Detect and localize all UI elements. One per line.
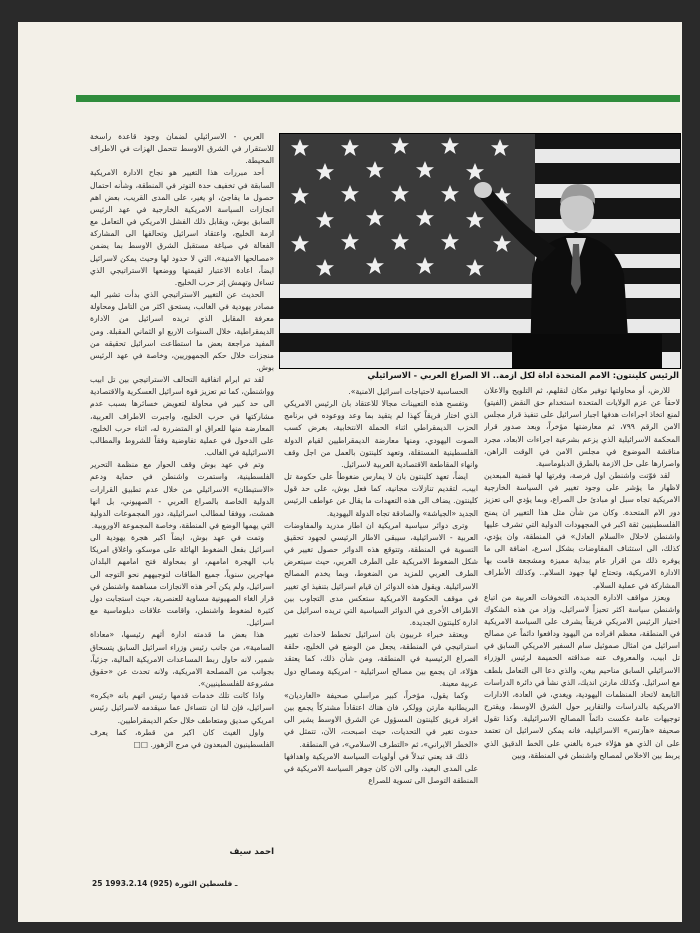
paragraph-last bbox=[90, 727, 274, 751]
paragraph: العربي - الاسرائيلي لضمان وجود قاعدة راسخة للاستقرار في الشرق الاوسط تتحمل الهزات في الاطراف المحيطة. bbox=[90, 132, 274, 166]
paragraph: واذا كانت تلك خدمات قدمها رئيس اتهم بانه «يكره» اسرائيل، فإن لنا ان نتساءل عما سيقدمه لاسرائيل رئيس امريكي صديق ومتعاطف خلال حكم الديمقراطيين. bbox=[90, 691, 274, 725]
paragraph: هذا بعض ما قدمته ادارة أثهم رئيسها، «معاداة السامية»، من جانب رئيس وزراء اسرائيل السابق يتسحاق شمير، لانه حاول ربط المساعدات الامريكية المالية، جزئياً، بجوانب من المصلحة الامريكية، ولانه تحدث عن «حقوق مشروعة للفلسطينيين». bbox=[90, 630, 274, 689]
article-column-right bbox=[484, 385, 680, 907]
article-column-middle bbox=[284, 386, 478, 916]
photo-illustration bbox=[280, 134, 680, 368]
photo-caption: الرئيس كلينتون: الامم المتحدة اداة لكل ازمة.. الا الصراع العربي - الاسرائيلي bbox=[367, 370, 679, 380]
end-mark: □□ bbox=[133, 739, 149, 749]
paragraph: وتم في عهد بوش وقف الحوار مع منظمة التحرير الفلسطينية، واستمرت واشنطن في حماية ودعم «الاستيطان» الاسرائيلي من خلال عدم تطبيق القرارات الدولية الخاصة بالصراع العربي - الصهيوني، بل انها همشت، ووفقا لمطالب اسرائيلية، دور المجموعات الدولية التي يهمها الوضع في المنطقة، وخاصة المجموعة الاوروبية. bbox=[90, 460, 274, 530]
article-column-left bbox=[90, 131, 274, 856]
paragraph: لقد فوّتت واشنطن اول فرصة، وفرتها لها قضية المبعدين لاظهار ما يؤشر على وجود تغيير في السياسة الخارجية الامريكية تجاه سبل او مبادئ حل الصراع، وبما يؤدي الى تعزيز دور الام المتحدة. وكان من شأن مثل هذا التغيير ان يمنح الفلسطينيين ثقة اكبر في المجهودات الدولية التي تشرف عليها واشنطن لاحلال «السلام العادل» في المنطقة، وان يؤدي، كذلك، الى استئناف المفاوضات بشكل اسرع، اضافة الى ما يوفره ذلك من اقرار عام ببداية مميزة ومشجعة قامت بها الادارة الامريكية، وتحتاج لها جهود السلام.. وكذلك الأطراف المشاركة في عملية السلام. bbox=[484, 471, 680, 590]
green-header-rule bbox=[76, 95, 680, 102]
page-footer: 25 ـ فلسطين الثورة (925) 1993.2.14 bbox=[92, 879, 238, 888]
paragraph: الحديث عن التغيير الاستراتيجي الذي بدأت تشير اليه مصادر يهودية في الغالب، يستحق اكثر من التامل ومحاولة معرفة المقابل الذي تريده اسرائيل من الادارة الديمقراطية، خلال السنوات الاربع او الثماني المقبلة. ومن المفيد مراجعة بعض ما استطاعت اسرائيل تحقيقه من منجزات خلال حكم الجمهوريين، وخاصة في عهد الرئيس بوش. bbox=[90, 290, 274, 372]
paragraph: وتمت في عهد بوش، ايضاً اكبر هجرة يهودية الى اسرائيل بفعل الضغوط الهائلة على موسكو، واغلاق امريكا باب الهجرة امامهم، او بمحاولة فتح امامهم البلدان مهاجرين سنوياً، جميع الطاقات لتوجيههم نحو التوجه الى اسرائيل، ولم يكن آخر هذه الانجازات مساهمة واشنطن في قرار الغاء الصهيونية مساوية للعنصرية، حيث استجابت دول كثيرة لضغوط واشنطن، واقامت علاقات دبلوماسية مع اسرائيل. bbox=[90, 533, 274, 628]
paragraph: وكما يقول، مؤخراً، كبير مراسلي صحيفة «الغارديان» البريطانية مارتن وولكر، فان هناك اعتقاداً مشتركاً يجمع بين افراد فريق كلينتون المسؤول عن الشرق الاوسط يشير الى حدوث تغير في التحديات، حيث اصبحت، الآن، تتمثل في «الخطر الايراني»، ثم «التطرف الاسلامي»، في المنطقة. bbox=[284, 690, 478, 749]
paragraph: وتفسح هذه التعيينات مجالا للاعتقاد بان الرئيس الامريكي الذي اختار فريقاً كهذا لم يتقيد بما وعد ووعوده في برنامج الحزب الديمقراطي اثناء الحملة الانتخابية، بغرض كسب الصوت اليهودي، ومنها معارضة الديمقراطيين لقيام الدولة الفلسطينية المستقلة، وتعهد كلينتون بالعمل من اجل وقف وانهاء المقاطعة الاقتصادية العربية لاسرائيل. bbox=[284, 399, 478, 469]
author-byline: احمد سيف bbox=[229, 847, 274, 857]
paragraph: وترى دوائر سياسية امريكية ان اطار مدريد والمفاوضات العربية - الاسرائيلية، سيبقى الاطار الرئيسي لجهود تحقيق التسوية في المنطقة، وتتوقع هذه الدوائر حصول تغيير في شكل الضغوط الامريكية على الطرف العربي، حيث سيتعرض الطرف العربي للمزيد من الضغوط، وبما يخدم المصالح الاسرائيلية. ويقول هذه الدوائر ان قيام اسرائيل بتنفيذ اي تغيير في موقف الحكومة الامريكية ستعكس مدى التجاوب بين الاطراف الأخرى في الدوائر السياسية التي تريده اسرائيل من ادارة كلينتون الجديدة. bbox=[284, 520, 478, 627]
paragraph: الحساسية لاحتياجات اسرائيل الامنية». bbox=[348, 387, 468, 396]
paragraph-text: واول الغيث كان اكبر من قطرة، كما يعرف الفلسطينيون المبعدون في مرج الزهور. bbox=[90, 727, 274, 749]
paragraph: لقد تم ابرام اتفاقية التحالف الاستراتيجي بين تل ابيب وواشنطن، كما تم تعزيز قوة اسرائيل العسكرية والاقتصادية الى حد كبير في محاولة لتعويض خسائرها بسبب عدم مشاركتها في حرب الخليج، واجبرت الاطراف العربية، المعارضة منها للعراق او المتضررة له، اثناء حرب الخليج، على الدخول في عملية تفاوضية وفقاً للشروط والمطالب الاسرائيلية في الغالب. bbox=[90, 375, 274, 458]
paragraph: ويعزز مواقف الادارة الجديدة، التخوفات العربية من اتباع واشنطن سياسة اكثر تحيزاً لاسرائيل، وزاد من هذه الشكوك اختيار الرئيس الامريكي فريقاً يشرف على السياسة الامريكية في المنطقة، معظم افراده من اليهود ودافعوا دائماً عن مصالح اسرائيل من امثال صموئيل سام السفير الامريكي السابق في تل ابيب، والمعروف عنه صداقته الحميمة لرئيس الوزراء الاسرائيلي السابق مناحيم بيغن، والذي دعا الى التعامل بلطف مع اسرائيل. وكذلك مارتن انديك، الذي نشأ في دائرة الدراسات التابعة لاتحاد المنظمات اليهودية، ويغدي، في العادة، الادارات الامريكية بالدراسات والتقارير حول الشرق الاوسط، ويقترح توجيهات عامة عكست دائماً المصالح الاسرائيلية. وكذا تقول صحيفة «هآرتس» الاسرائيلية، فانه يمكن لاسرائيل ان تعتمد على ان الذي هو هؤلاء خبرة بالغني على الخط الدقيق الذي يربط بين الاخلاص لمصالح واشنطن في المنطقة، وبين bbox=[484, 592, 680, 760]
paragraph: ايضاً، تعهد كلينتون بان لا يمارس ضغوطاً على حكومة تل ابيب، لتقديم تنازلات مجانية، كما فعل بوش، على حد قول كلينتون. يضاف الى هذه التعهدات ما يقال عن عواطف الرئيس الجديد «الجياشة» والصادقة تجاه الدولة اليهودية. bbox=[284, 472, 478, 518]
photo-clinton-flag bbox=[279, 133, 681, 369]
paragraph: أحد مبررات هذا التغيير هو نجاح الادارة الامريكية السابقة في تخفيف حدة التوتر في المنطقة، وشأنه احتمال حصول ما يفاجئ، او يغير، على المدى القريب، بعض اهم انجازات السياسة الامريكية الخارجية في عهد الرئيس السابق بوش، ويقابل ذلك الفشل الامريكي في التعامل مع ازمة الخليج، واعتقاد اسرائيل وتحالفها الى المشاركة الفعالة في صياغة مستقبل الشرق الاوسط بما يضمن «مصالحها الامنية»، التي لا حدود لها وحيث يمكن لاسرائيل ايضاً، اعادة الاعتبار لقيمتها ووضعها الاستراتيجي الذي تساءل وتهمش إثر حرب الخليج. bbox=[90, 168, 274, 287]
paragraph: ذلك قد يعني تبدلاً في أولويات السياسة الامريكية واهدافها على المدى البعيد، والى الان كان جوهر السياسة الامريكية في المنطقة التوصل الى تسوية للصراع bbox=[284, 751, 478, 785]
paragraph: ويعتقد خبراء غربيون بان اسرائيل تخطط لاحداث تغيير استراتيجي في المنطقة، يجعل من الوضع في الخليج، حلقة الصراع الرئيسية في المنطقة، ومن شأن ذلك، كما يعتقد هؤلاء، ان يجمع بين مصالح اسرائيلية - امريكية ومصالح دول عربية معينة. bbox=[284, 630, 478, 688]
paragraph: للارض، أو محاولتها توفير مكان لنقلهم، ثم التلويح والاعلان لاحقاً عن عزم الولايات المتحدة استخدام حق النقض (الفيتو) لمنع اتخاذ اجراءات هدفها اجبار اسرائيل على تنفيذ قرار مجلس الامن الرقم ٧٩٩، ثم معارضتها مؤخراً، وبعد صدور قرار المحكمة الاسرائيلية الذي يزعم بشرعية اجراءات الابعاد، مجرد مناقشة الموضوع في مجلس الامن في الوقت الراهن، واصرارها على حل الازمة بالطرق الدبلوماسية. bbox=[484, 386, 680, 468]
